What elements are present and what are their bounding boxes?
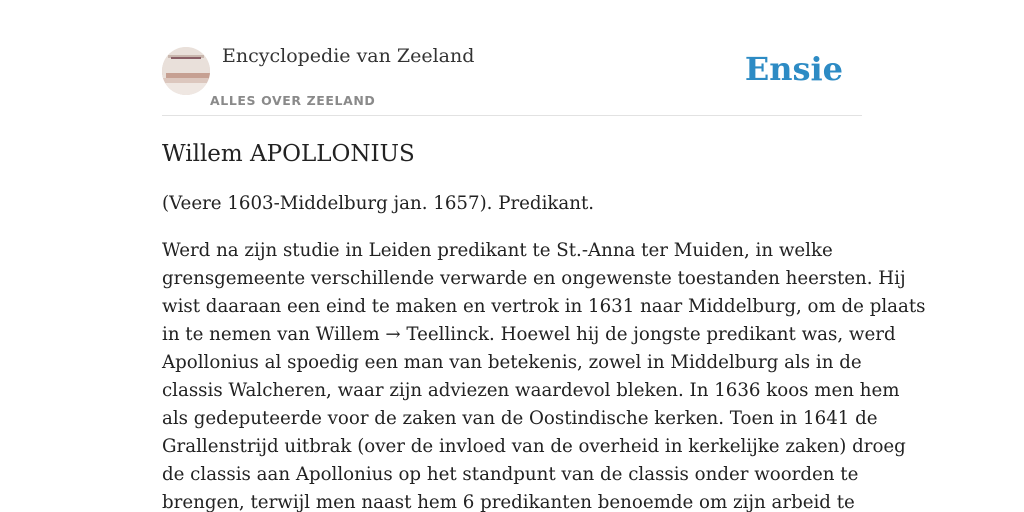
body-line-text: in te nemen van Willem xyxy=(162,324,386,345)
crossref-arrow-icon: → xyxy=(385,324,401,345)
site-avatar[interactable] xyxy=(162,47,210,95)
body-line: brengen, terwijl men naast hem 6 predikanten benoemde om zijn arbeid te xyxy=(162,492,855,512)
body-line-text: . Hoewel hij de jongste predikant was, werd xyxy=(489,324,896,345)
body-line: wist daaraan een eind te maken en vertrok in 1631 naar Middelburg, om de plaats xyxy=(162,296,926,317)
crossref-link-label: Teellinck xyxy=(406,324,490,345)
article xyxy=(162,138,926,512)
ensie-logo[interactable]: Ensie xyxy=(744,50,843,88)
body-line: als gedeputeerde voor de zaken van de Oostindische kerken. Toen in 1641 de xyxy=(162,408,878,429)
body-line: grensgemeente verschillende verwarde en ongewenste toestanden heersten. Hij xyxy=(162,268,906,289)
body-line-with-crossref xyxy=(162,321,896,349)
avatar-image-icon xyxy=(162,47,210,95)
crossref-link-teellinck[interactable] xyxy=(385,324,489,345)
body-line: de classis aan Apollonius op het standpunt van de classis onder woorden te xyxy=(162,464,859,485)
site-title[interactable]: Encyclopedie van Zeeland xyxy=(222,45,475,67)
article-title: Willem APOLLONIUS xyxy=(162,141,415,167)
article-body xyxy=(162,237,926,512)
body-line: Werd na zijn studie in Leiden predikant te St.-Anna ter Muiden, in welke xyxy=(162,240,833,261)
site-subtitle: ALLES OVER ZEELAND xyxy=(210,93,376,108)
body-line: classis Walcheren, waar zijn adviezen waardevol bleken. In 1636 koos men hem xyxy=(162,380,900,401)
body-line: Grallenstrijd uitbrak (over de invloed van de overheid in kerkelijke zaken) droeg xyxy=(162,436,906,457)
body-line: Apollonius al spoedig een man van betekenis, zowel in Middelburg als in de xyxy=(162,352,862,373)
article-lead: (Veere 1603-Middelburg jan. 1657). Predikant. xyxy=(162,193,595,214)
site-header xyxy=(162,0,862,116)
